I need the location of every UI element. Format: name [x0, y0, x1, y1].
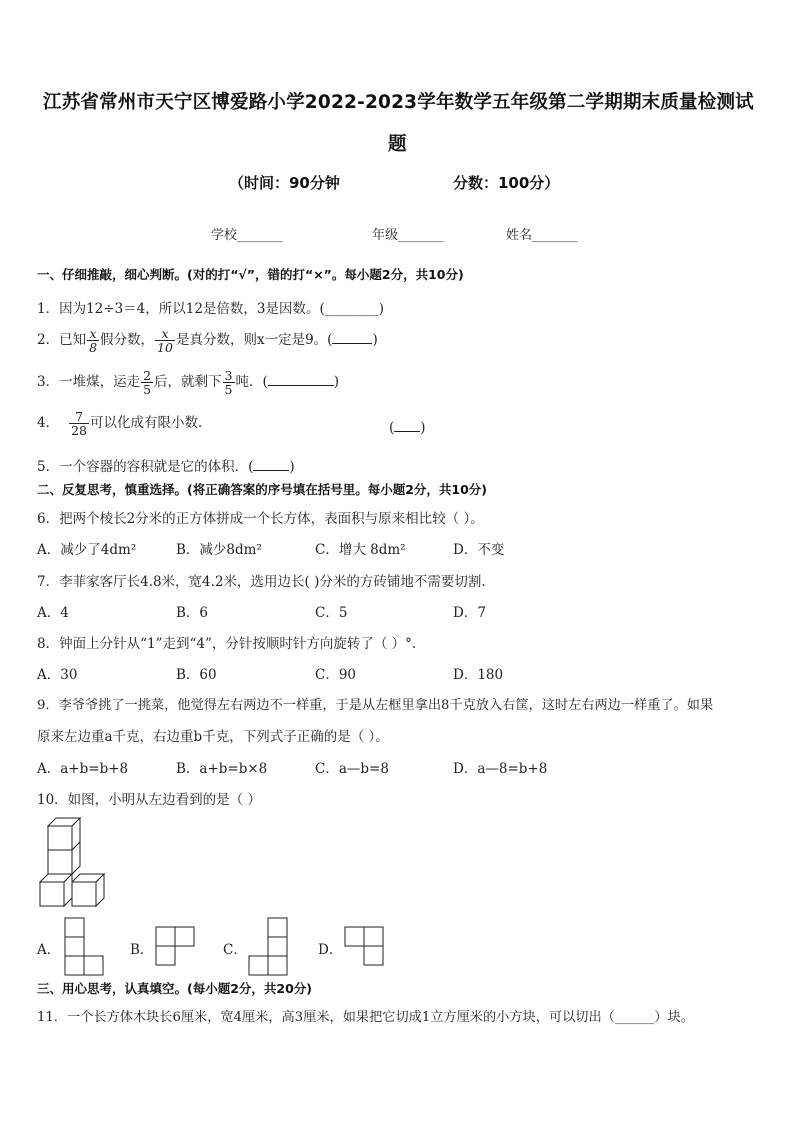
score-label: 分数：100分） — [453, 174, 560, 192]
option-a-view — [64, 917, 104, 977]
option-b[interactable]: B．60 — [176, 667, 217, 683]
question-5: 5．一个容器的容积就是它的体积．( ) — [37, 459, 295, 475]
option-d[interactable]: D．a—8=b+8 — [453, 761, 548, 777]
option-b[interactable]: B．6 — [176, 605, 209, 621]
option-d[interactable]: D． — [318, 942, 343, 958]
grade-field: 年级_______ — [372, 228, 444, 243]
option-c-view — [248, 917, 288, 977]
option-a[interactable]: A．30 — [37, 667, 78, 683]
name-field: 姓名_______ — [506, 228, 578, 243]
question-9: 9．李爷爷挑了一挑菜，他觉得左右两边不一样重，于是从左框里拿出8千克放入右筐，这时左右两边一样重了。如果 — [37, 698, 714, 713]
option-c[interactable]: C．90 — [315, 667, 357, 683]
option-c[interactable]: C．增大 8dm² — [315, 542, 406, 558]
section-heading-3: 三、用心思考，认真填空。(每小题2分，共20分) — [37, 981, 313, 996]
option-d[interactable]: D．不变 — [453, 542, 505, 558]
school-field: 学校_______ — [211, 228, 283, 243]
section-heading-2: 二、反复思考，慎重选择。(将正确答案的序号填在括号里。每小题2分，共10分) — [37, 482, 488, 497]
question-8: 8．钟面上分针从“1”走到“4”，分针按顺时针方向旋转了（ ）°. — [37, 636, 417, 652]
page-title-cont: 题 — [388, 134, 407, 155]
q2-text-b: 假分数， — [100, 332, 155, 348]
fraction: $\frac{x}{10}$ — [157, 326, 173, 355]
option-a[interactable]: A． — [37, 942, 61, 958]
option-b[interactable]: B．a+b=b×8 — [176, 761, 268, 777]
question-2: 2．已知 $\frac{x}{8}$ 假分数， $\frac{x}{10}$ 是真分数，则x一定是9。( ) — [37, 326, 378, 355]
option-a[interactable]: A．4 — [37, 605, 69, 621]
option-d-view — [344, 926, 386, 966]
answer-blank[interactable] — [332, 331, 372, 344]
answer-blank[interactable] — [268, 373, 334, 386]
option-d[interactable]: D．180 — [453, 667, 504, 683]
fraction: $\frac{7}{28}$ — [71, 409, 87, 438]
question-4-answer: ( ) — [389, 420, 426, 436]
q2-text-a: 2．已知 — [37, 332, 87, 348]
question-6: 6．把两个棱长2分米的正方体拼成一个长方体，表面积与原来相比较（ ）。 — [37, 511, 484, 527]
answer-blank[interactable] — [253, 458, 289, 471]
question-11: 11．一个长方体木块长6厘米，宽4厘米，高3厘米，如果把它切成1立方厘米的小方块，可以切出（______）块。 — [37, 1010, 694, 1025]
option-b-view — [155, 926, 195, 966]
option-b[interactable]: B． — [130, 942, 154, 958]
fraction: $\frac{2}{5}$ — [143, 368, 152, 397]
option-c[interactable]: C．a—b=8 — [315, 761, 389, 777]
option-c[interactable]: C． — [223, 942, 247, 958]
question-10: 10．如图，小明从左边看到的是（ ） — [37, 792, 261, 808]
fraction: $\frac{3}{5}$ — [224, 368, 233, 397]
time-label: （时间：90分钟 — [229, 174, 340, 192]
q2-text-c: 是真分数，则x一定是9。( — [175, 332, 333, 348]
question-9-cont: 原来左边重a千克，右边重b千克，下列式子正确的是（ ）。 — [37, 729, 389, 745]
question-1: 1．因为12÷3＝4，所以12是倍数，3是因数。(________) — [37, 301, 385, 317]
section-heading-1: 一、仔细推敲，细心判断。(对的打“√”，错的打“×”。每小题2分，共10分) — [37, 267, 464, 282]
option-c[interactable]: C．5 — [315, 605, 348, 621]
option-d[interactable]: D．7 — [453, 605, 486, 621]
page-title: 江苏省常州市天宁区博爱路小学2022-2023学年数学五年级第二学期期末质量检测试 — [43, 92, 754, 113]
fraction: $\frac{x}{8}$ — [89, 326, 98, 355]
question-7: 7．李菲家客厅长4.8米，宽4.2米，选用边长( )分米的方砖铺地不需要切割. — [37, 574, 486, 590]
option-a[interactable]: A．减少了4dm² — [37, 542, 137, 558]
answer-blank[interactable] — [394, 419, 420, 432]
option-a[interactable]: A．a+b=b+8 — [37, 761, 129, 777]
option-b[interactable]: B．减少8dm² — [176, 542, 262, 558]
question-3: 3．一堆煤，运走 $\frac{2}{5}$ 后，就剩下 $\frac{3}{5}$ 吨．( ) — [37, 368, 340, 397]
cube-stack-figure — [36, 814, 110, 914]
question-4: 4． $\frac{7}{28}$ 可以化成有限小数． — [37, 409, 212, 438]
